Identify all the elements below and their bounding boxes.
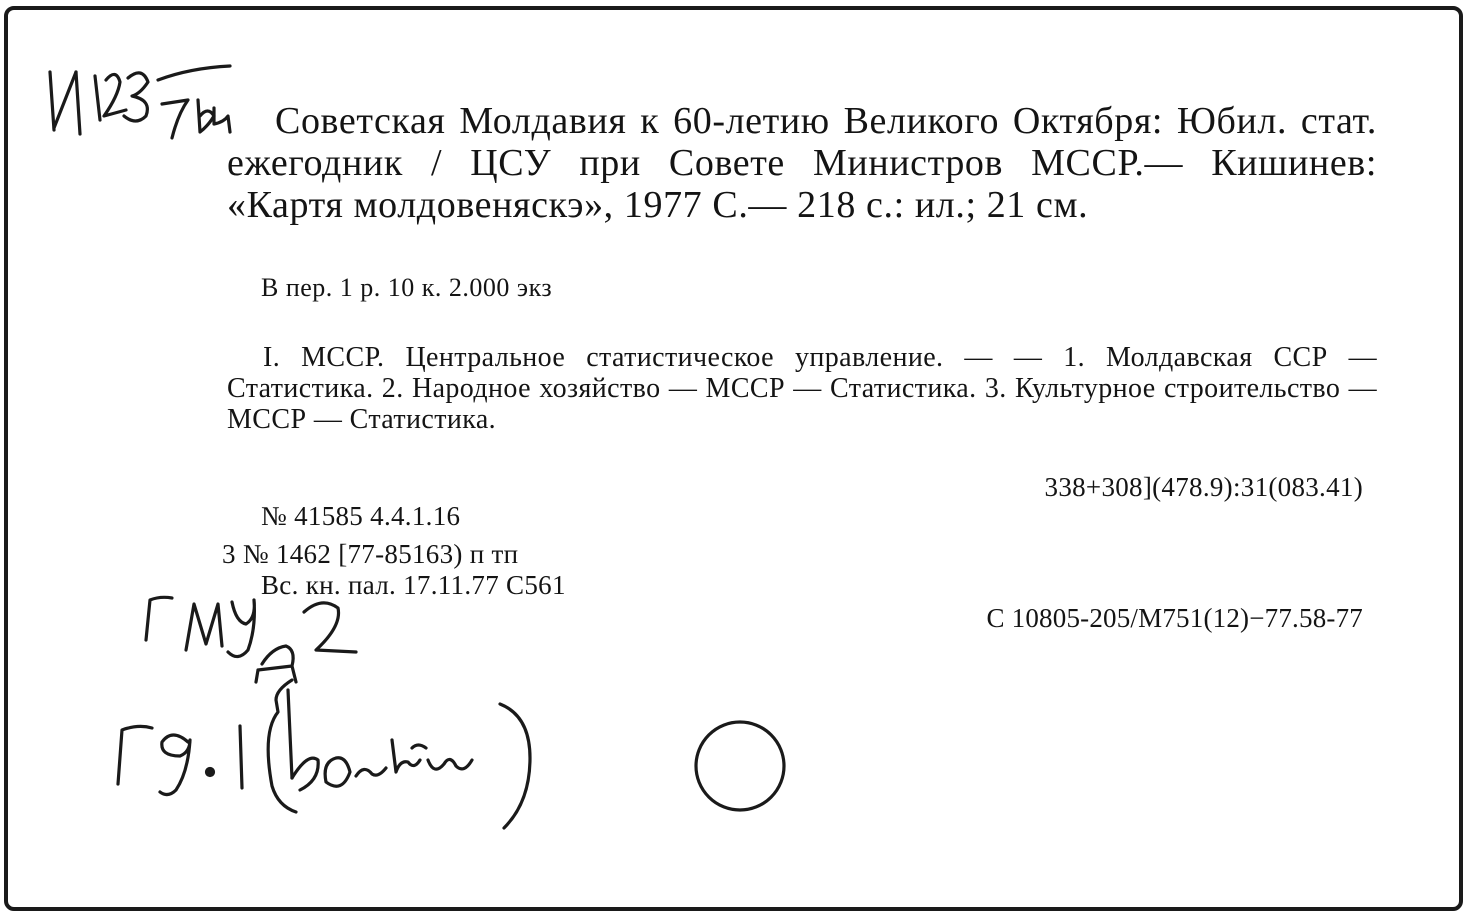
catalog-code: С 10805-205/М751(12)−77.58-77 bbox=[986, 603, 1363, 633]
subject-tracings: I. МССР. Центральное статистическое управление. — — 1. Молдавская ССР — Статистика. 2. Народное хозяйство — МССР — Статистика. 3. Культурное строительство — МССР — Статистика. bbox=[227, 342, 1377, 435]
main-entry-text: Советская Молдавия к 60-летию Великого Октября: Юбил. стат. ежегодник / ЦСУ при Совете Министров МССР.— Кишинев: «Картя молдовеняскэ», 1977 С.— 218 с.: ил.; 21 см. bbox=[227, 100, 1377, 226]
record-number: № 41585 4.4.1.16 bbox=[261, 501, 461, 531]
order-number: 3 № 1462 [77-85163) п тп bbox=[222, 539, 519, 569]
price-line: В пер. 1 р. 10 к. 2.000 экз bbox=[261, 273, 553, 302]
bbk-index: 338+308](478.9):31(083.41) bbox=[1044, 472, 1363, 502]
book-chamber-note: Вс. кн. пал. 17.11.77 С561 bbox=[261, 570, 566, 600]
catalog-card bbox=[4, 6, 1463, 911]
